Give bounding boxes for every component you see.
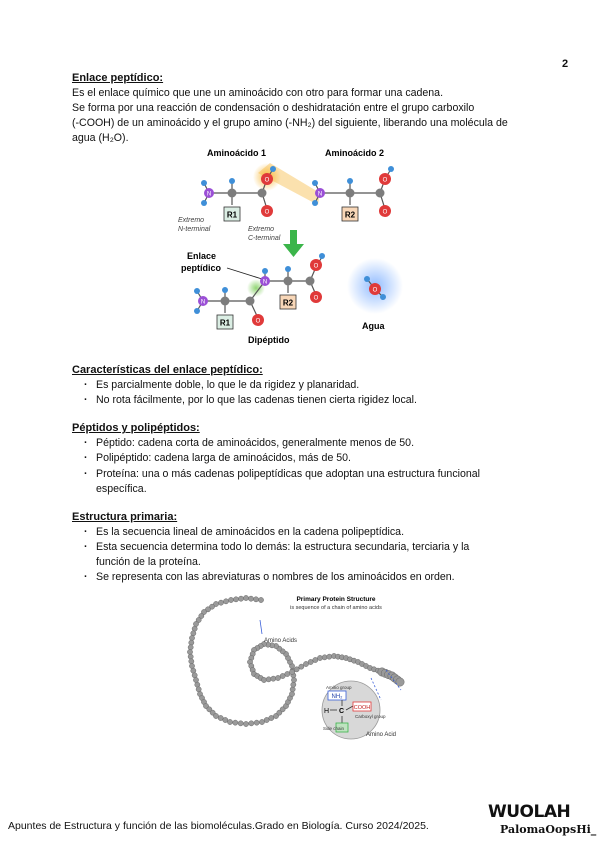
svg-text:N: N	[317, 191, 323, 198]
svg-text:C-terminal: C-terminal	[248, 235, 281, 242]
amino-acid-bead	[290, 687, 295, 692]
page-number: 2	[562, 58, 569, 70]
amino-acid-bead	[275, 675, 280, 680]
amino-acid-bead	[191, 631, 196, 636]
reaction-arrow	[283, 230, 304, 257]
list-item: · No rota fácilmente, por lo que las cadenas tienen cierta rigidez local.	[82, 393, 417, 408]
carbon-atom	[306, 277, 315, 286]
svg-text:N: N	[200, 299, 206, 306]
hydrogen-atom	[312, 180, 318, 186]
list-item: · Péptido: cadena corta de aminoácidos, generalmente menos de 50.	[82, 436, 480, 451]
svg-text:O: O	[382, 177, 388, 184]
amino-acid-bead	[228, 597, 233, 602]
amino-acid-bead	[271, 676, 276, 681]
svg-text:R2: R2	[282, 298, 294, 308]
amino-acid-bead	[289, 669, 294, 674]
label-pointer	[260, 620, 262, 634]
svg-text:NH₂: NH₂	[331, 694, 343, 700]
svg-text:O: O	[255, 318, 261, 325]
water-label: Agua	[362, 321, 385, 331]
carbon-atom	[228, 189, 237, 198]
amino-acid-bead	[195, 682, 200, 687]
svg-text:Dipéptido: Dipéptido	[248, 335, 290, 345]
svg-text:O: O	[372, 287, 378, 294]
amino-acid-bead	[254, 720, 259, 725]
amino-acid-bead	[266, 677, 271, 682]
svg-text:Amino Acid: Amino Acid	[366, 732, 397, 738]
amino-acid-bead	[269, 715, 274, 720]
amino-acid-bead	[192, 626, 197, 631]
list-item: · Polipéptido: cadena larga de aminoácidos, más de 50.	[82, 451, 480, 466]
amino-acid-bead	[291, 677, 296, 682]
svg-text:O: O	[264, 209, 270, 216]
author-username[interactable]: PalomaOopsHi_	[500, 823, 597, 836]
paragraph-line: (-COOH) de un aminoácido y el grupo amino (-NH₂) del siguiente, liberando una molécula de	[72, 117, 508, 129]
svg-text:Primary Protein Structure: Primary Protein Structure	[296, 596, 376, 603]
amino-acid-bead	[291, 682, 296, 687]
amino-acid-bead	[303, 661, 308, 666]
paragraph-line: Se forma por una reacción de condensación o deshidratación entre el grupo carboxilo	[72, 102, 475, 114]
list-item-continuation: específica.	[96, 483, 147, 495]
svg-text:O: O	[382, 209, 388, 216]
carbon-atom	[284, 277, 293, 286]
primary-structure-diagram	[176, 590, 426, 740]
amino-acid-bead	[327, 654, 332, 659]
hydrogen-atom	[194, 288, 200, 294]
amino-acid-bead	[213, 713, 218, 718]
amino-acid-bead	[285, 671, 290, 676]
hydrogen-atom	[285, 266, 291, 272]
svg-text:is sequence of a chain of amin: is sequence of a chain of amino acids	[290, 605, 382, 611]
amino-acid-bead	[248, 596, 253, 601]
amino-acid-bead	[218, 715, 223, 720]
amino-acid-bead	[313, 657, 318, 662]
amino-acid-bead	[233, 597, 238, 602]
hydrogen-atom	[347, 178, 353, 184]
svg-text:COOH: COOH	[353, 705, 371, 711]
amino-acid-bead	[299, 664, 304, 669]
amino-acid-bead	[396, 678, 404, 686]
amino-acid-bead	[261, 677, 266, 682]
amino-acid-bead	[188, 654, 193, 659]
amino-acid-bead	[189, 659, 194, 664]
carbon-atom	[346, 189, 355, 198]
amino-acid-bead	[187, 649, 192, 654]
svg-text:O: O	[313, 263, 319, 270]
svg-text:N: N	[206, 191, 212, 198]
primary-structure-list	[82, 525, 469, 556]
amino-acid-bead	[218, 600, 223, 605]
amino-acid-bead	[259, 719, 264, 724]
amino-acid-bead	[280, 673, 285, 678]
amino-acid-bead	[223, 717, 228, 722]
amino-acid-bead	[193, 677, 198, 682]
amino-acid-bead	[189, 635, 194, 640]
list-item: · Esta secuencia determina todo lo demás: la estructura secundaria, terciaria y la	[82, 540, 469, 555]
aa2-label: Aminoácido 2	[325, 148, 385, 158]
wuolah-logo[interactable]: WUOLAH	[488, 802, 571, 822]
section-heading-primaria: Estructura primaria:	[72, 511, 178, 523]
paragraph-line: agua (H₂O).	[72, 132, 129, 144]
hydrogen-atom	[319, 253, 325, 259]
amino-acid-bead	[192, 673, 197, 678]
footer-text: Apuntes de Estructura y función de las biomoléculas.Grado en Biología. Curso 2024/2025.	[8, 820, 429, 832]
svg-text:Extremo: Extremo	[248, 226, 275, 233]
svg-text:Extremo: Extremo	[178, 217, 205, 224]
hydrogen-atom	[388, 166, 394, 172]
hydrogen-atom	[262, 268, 268, 274]
amino-acid-bead	[189, 640, 194, 645]
amino-acid-bead	[227, 719, 232, 724]
svg-text:H: H	[324, 708, 330, 715]
amino-acid-bead	[223, 599, 228, 604]
amino-acid-bead	[193, 621, 198, 626]
amino-acid-bead	[196, 687, 201, 692]
svg-text:N-terminal: N-terminal	[178, 226, 211, 233]
carbon-atom	[246, 297, 255, 306]
hydrogen-atom	[312, 200, 318, 206]
svg-text:Carboxyl group: Carboxyl group	[355, 714, 386, 719]
list-item: · Se representa con las abreviaturas o nombres de los aminoácidos en orden.	[82, 570, 455, 585]
section-heading-enlace: Enlace peptídico:	[72, 72, 164, 84]
svg-text:Amino Acids: Amino Acids	[264, 638, 298, 644]
svg-text:Amino group: Amino group	[326, 685, 352, 690]
characteristics-list	[82, 378, 417, 409]
list-item-continuation: función de la proteína.	[96, 556, 201, 568]
amino-acid-bead	[253, 597, 258, 602]
paragraph-line: Es el enlace químico que une un aminoácido con otro para formar una cadena.	[72, 87, 444, 99]
list-item: · Proteína: una o más cadenas polipeptídicas que adoptan una estructura funcional	[82, 467, 480, 482]
hydrogen-atom	[364, 276, 370, 282]
svg-text:R1: R1	[226, 210, 238, 220]
hydrogen-atom	[222, 287, 228, 293]
svg-text:Side chain: Side chain	[323, 726, 345, 731]
svg-text:Enlace: Enlace	[187, 251, 217, 261]
hydrogen-atom	[270, 166, 276, 172]
peptides-list	[82, 436, 480, 482]
bond-pointer	[227, 268, 262, 279]
svg-text:R1: R1	[219, 318, 231, 328]
primary-structure-list-2	[82, 570, 455, 585]
amino-acid-bead	[189, 663, 194, 668]
peptide-bond-diagram	[170, 143, 420, 351]
svg-text:peptídico: peptídico	[181, 263, 221, 273]
section-heading-caracteristicas: Características del enlace peptídico:	[72, 364, 263, 376]
svg-text:R2: R2	[344, 210, 356, 220]
svg-text:C: C	[339, 708, 345, 715]
amino-acid-bead	[233, 720, 238, 725]
amino-acid-bead	[191, 668, 196, 673]
amino-acid-bead	[264, 717, 269, 722]
section-heading-peptidos: Péptidos y polipéptidos:	[72, 422, 200, 434]
amino-acid-bead	[294, 667, 299, 672]
amino-acid-bead	[188, 645, 193, 650]
svg-text:O: O	[264, 177, 270, 184]
hydrogen-atom	[194, 308, 200, 314]
list-item: · Es parcialmente doble, lo que le da rigidez y planaridad.	[82, 378, 417, 393]
amino-acid-bead	[289, 691, 294, 696]
amino-acid-bead	[322, 655, 327, 660]
hydrogen-atom	[380, 294, 386, 300]
carbon-atom	[221, 297, 230, 306]
hydrogen-atom	[201, 200, 207, 206]
amino-acid-bead	[238, 721, 243, 726]
carbon-atom	[376, 189, 385, 198]
hydrogen-atom	[201, 180, 207, 186]
svg-text:N: N	[262, 279, 268, 286]
amino-acid-bead	[258, 597, 263, 602]
carbon-atom	[258, 189, 267, 198]
amino-acid-bead	[249, 721, 254, 726]
amino-acid-bead	[238, 596, 243, 601]
aa1-label: Aminoácido 1	[207, 148, 267, 158]
amino-acid-bead	[243, 595, 248, 600]
svg-text:O: O	[313, 295, 319, 302]
hydrogen-atom	[229, 178, 235, 184]
amino-acid-bead	[243, 721, 248, 726]
amino-acid-bead	[308, 659, 313, 664]
amino-acid-bead	[317, 655, 322, 660]
list-item: · Es la secuencia lineal de aminoácidos en la cadena polipeptídica.	[82, 525, 469, 540]
